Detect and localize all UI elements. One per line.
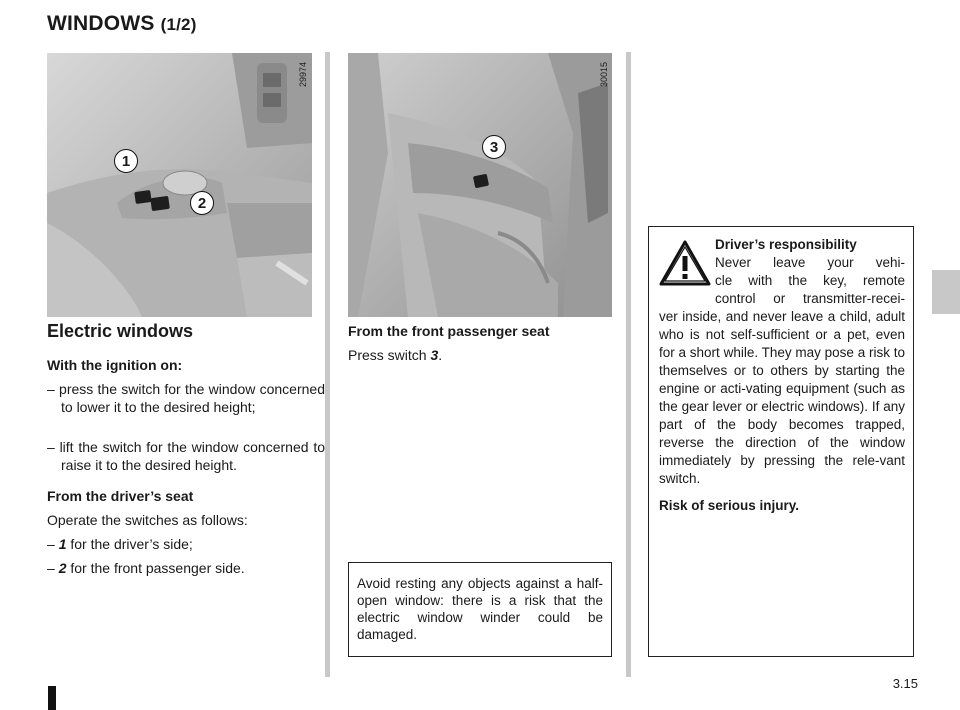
warning-emphasis: Risk of serious injury. (659, 498, 800, 513)
ignition-label: With the ignition on: (47, 357, 183, 373)
driver-heading: From the driver’s seat (47, 488, 194, 504)
page-title (47, 12, 197, 36)
warning-body: ver inside, and never leave a child, adult who is not self-sufficient or a pet, even for a short while. They may pose a risk to themselves or to others by starting the engine or acti-vating equipment (such as the gear lever or electric windows). If any part of the body becomes trapped, reverse the direction of the window immediately by pressing the rele-vant switch. (659, 309, 905, 486)
warning-box (648, 226, 914, 657)
list-item: – lift the switch for the window concerned to raise it to the desired height. (47, 439, 325, 473)
warning-line: cle with the key, remote (715, 273, 905, 288)
corner-mark (48, 686, 56, 710)
title-main: WINDOWS (47, 12, 155, 35)
callout-2: 2 (190, 191, 214, 215)
driver-intro: Operate the switches as follows: (47, 512, 248, 528)
title-sub: (1/2) (160, 15, 197, 34)
list-item: – 1 for the driver’s side; (47, 536, 193, 552)
warning-triangle-icon (659, 239, 711, 287)
page-number: 3.15 (892, 676, 918, 691)
passenger-heading: From the front passenger seat (348, 323, 550, 339)
list-item: – press the switch for the window concerned to lower it to the desired height; (47, 381, 325, 415)
warning-line: control or transmitter-recei- (715, 291, 905, 306)
callout-3: 3 (482, 135, 506, 159)
warning-title: Driver’s responsibility (715, 237, 857, 252)
passenger-door-photo (348, 53, 612, 317)
column-divider (325, 52, 330, 677)
note-text: Avoid resting any objects against a half-open window: there is a risk that the electric window winder could be damaged. (357, 576, 603, 642)
driver-door-photo (47, 53, 312, 317)
section-heading: Electric windows (47, 321, 194, 341)
note-box (348, 562, 612, 657)
figure-number: 30015 (599, 61, 609, 87)
column-divider (626, 52, 631, 677)
passenger-instruction: Press switch 3. (348, 347, 443, 363)
chapter-tab (932, 270, 960, 314)
callout-1: 1 (114, 149, 138, 173)
list-item: – 2 for the front passenger side. (47, 560, 245, 576)
figure-number: 29974 (298, 61, 308, 87)
warning-line: Never leave your vehi- (715, 255, 905, 270)
